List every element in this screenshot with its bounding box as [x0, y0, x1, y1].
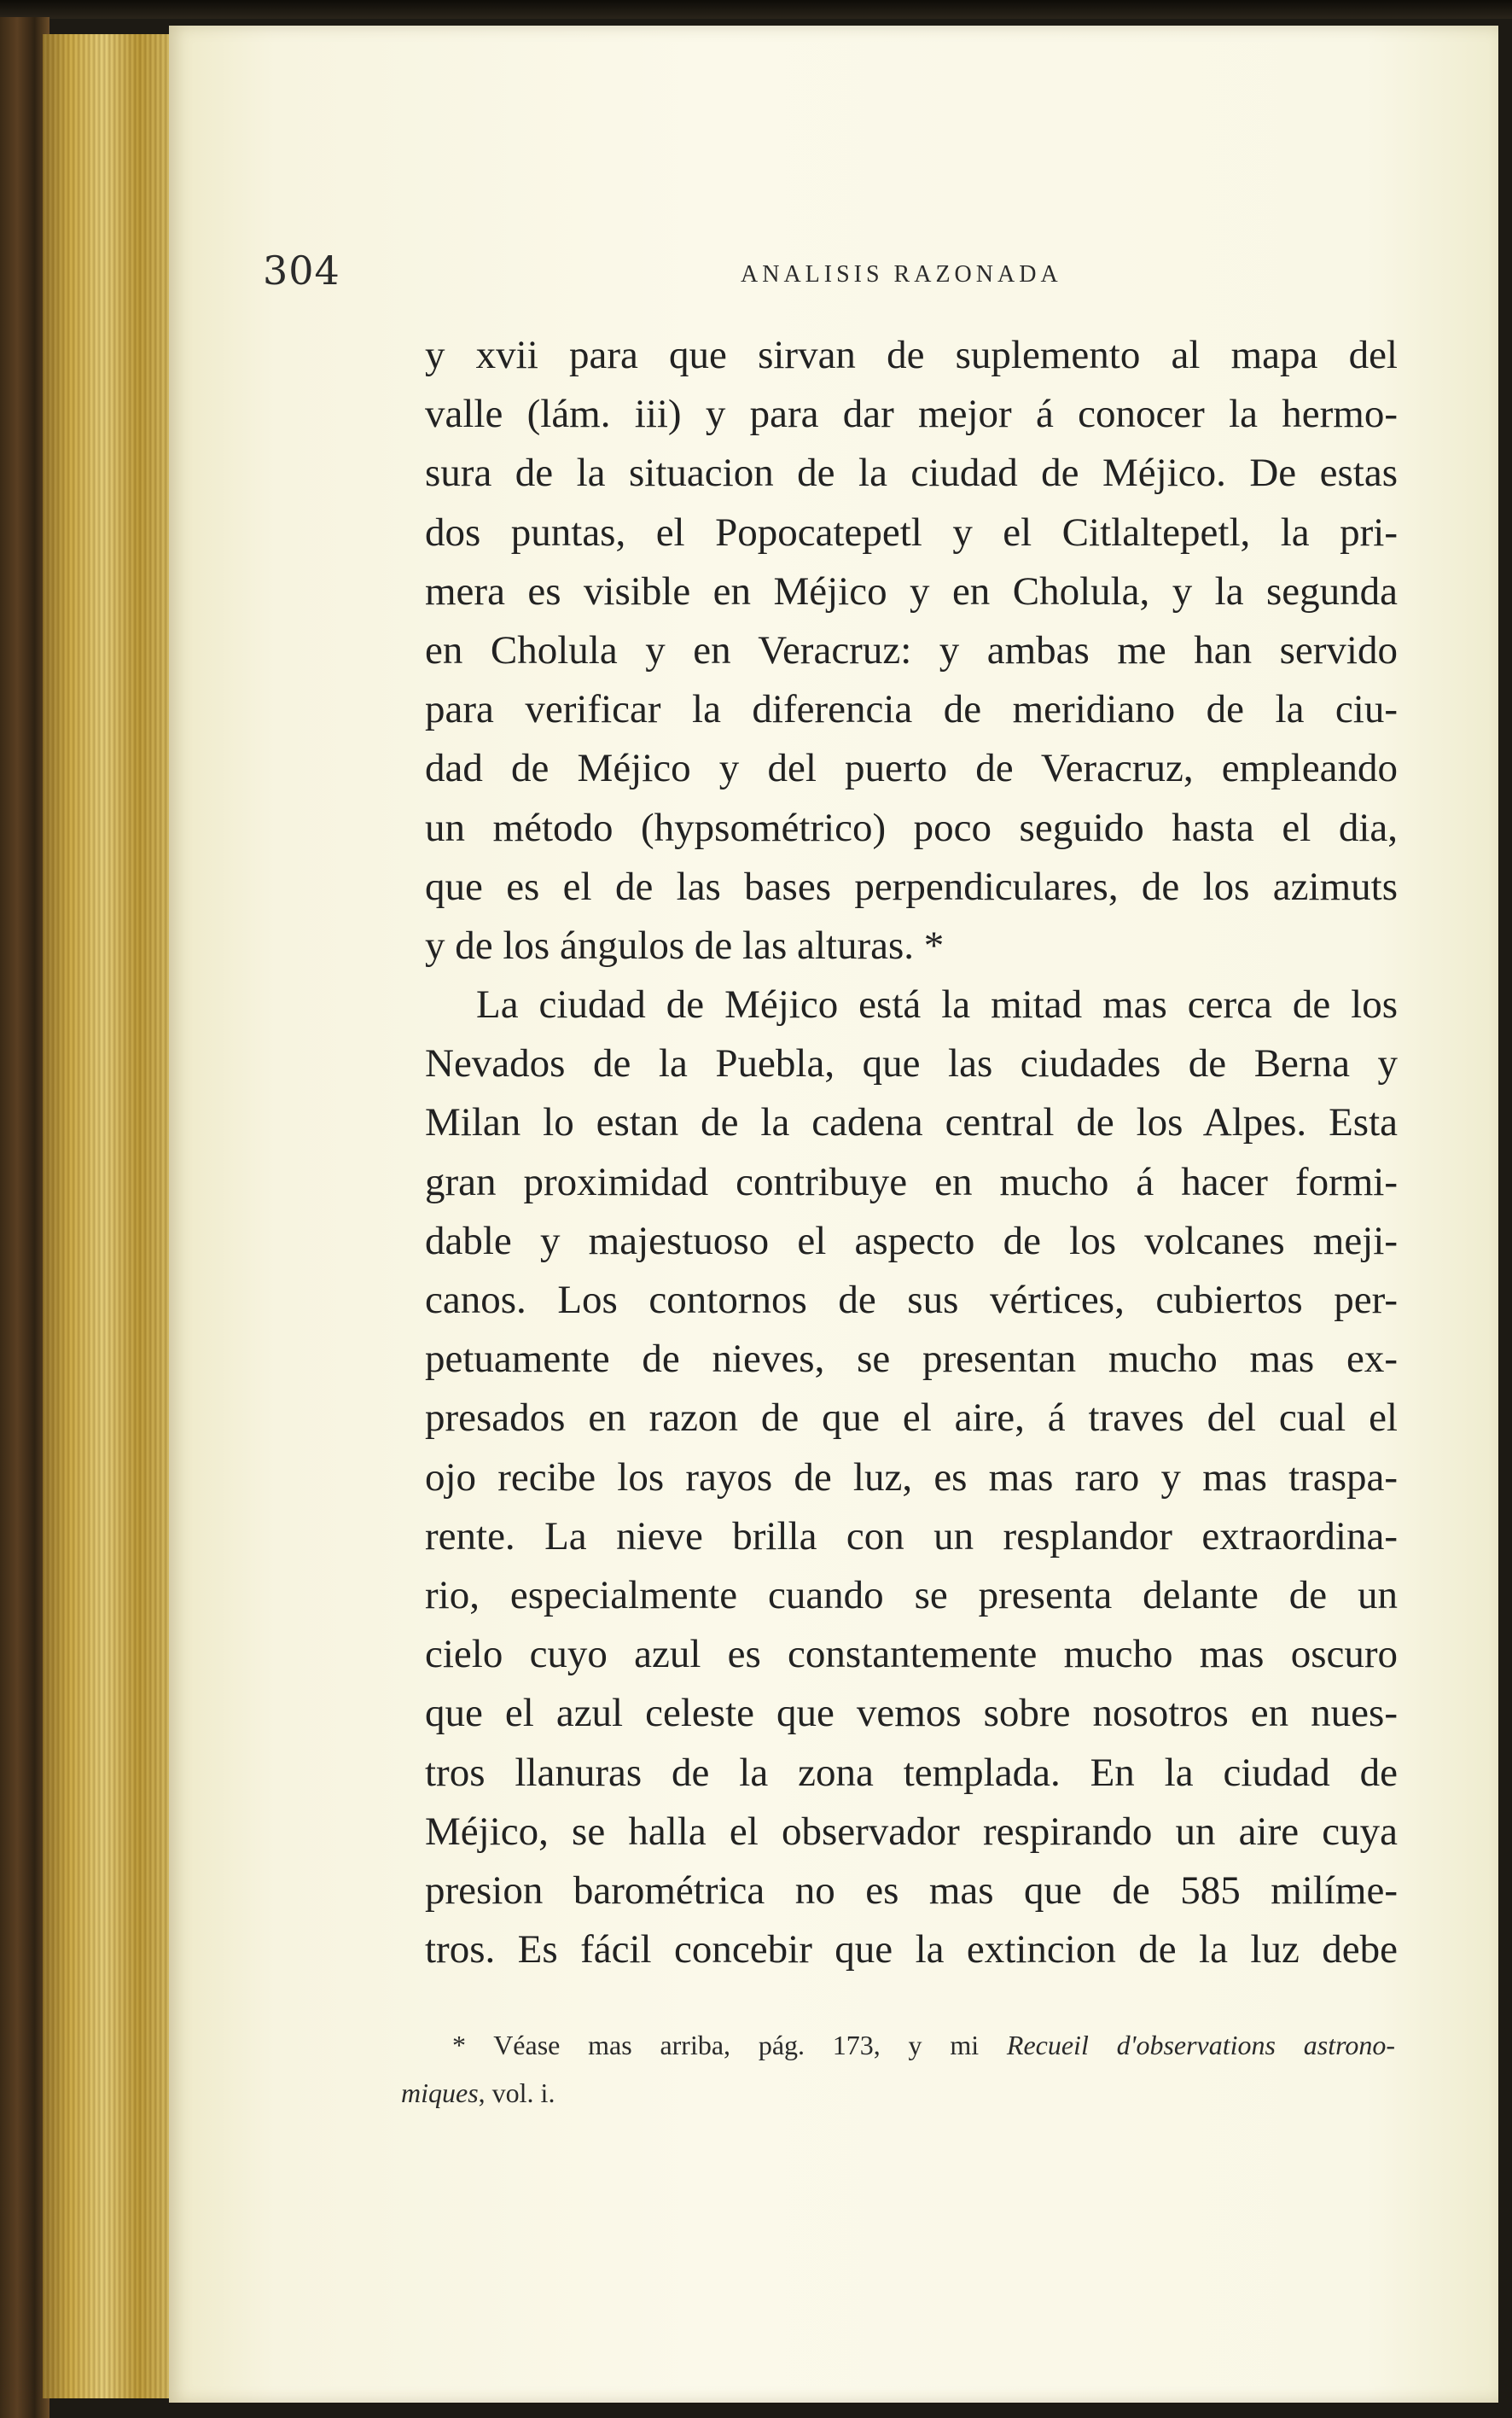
text-line: tros. Es fácil concebir que la extincion de la luz debe [425, 1927, 1398, 1972]
text-line: dos puntas, el Popocatepetl y el Citlaltepetl, la pri- [425, 510, 1398, 555]
text-line: presados en razon de que el aire, á traves del cual el [425, 1395, 1398, 1441]
running-head: ANALISIS RAZONADA [741, 261, 1062, 288]
footnote-title: Recueil d'observations astrono- [1006, 2030, 1396, 2060]
gilt-page-edges [43, 34, 179, 2398]
page-header [263, 248, 1312, 307]
text-line: rio, especialmente cuando se presenta delante de un [425, 1572, 1398, 1617]
footnote-line [401, 2069, 1395, 2117]
text-line: presion barométrica no es mas que de 585 milíme- [425, 1867, 1398, 1913]
text-line: sura de la situacion de la ciudad de Méjico. De estas [425, 451, 1398, 496]
text-line: Milan lo estan de la cadena central de los Alpes. Esta [425, 1100, 1398, 1145]
footnote-line [401, 2021, 1395, 2069]
text-line: y xvii para que sirvan de suplemento al mapa del [425, 333, 1398, 377]
text-line: gran proximidad contribuye en mucho á hacer formi- [425, 1159, 1398, 1204]
text-line: Nevados de la Puebla, que las ciudades de Berna y [425, 1041, 1398, 1087]
text-line: rente. La nieve brilla con un resplandor extraordina- [425, 1513, 1398, 1559]
text-line: para verificar la diferencia de meridiano de la ciu- [425, 687, 1398, 732]
footnote [401, 2021, 1395, 2117]
scan-top-border [0, 0, 1512, 19]
text-line: petuamente de nieves, se presentan mucho mas ex- [425, 1337, 1398, 1382]
paragraph-start-line: La ciudad de Méjico está la mitad mas cerca de los [476, 982, 1398, 1028]
text-line: en Cholula y en Veracruz: y ambas me han servido [425, 627, 1398, 673]
footnote-volume: , vol. i. [478, 2077, 555, 2108]
text-line: un método (hypsométrico) poco seguido hasta el dia, [425, 805, 1398, 850]
footnote-text: * Véase mas arriba, pág. 173, y mi [452, 2030, 980, 2060]
text-line: canos. Los contornos de sus vértices, cubiertos per- [425, 1278, 1398, 1322]
text-line: Méjico, se halla el observador respirando un aire cuya [425, 1809, 1398, 1854]
text-line: valle (lám. iii) y para dar mejor á conocer la hermo- [425, 392, 1398, 437]
text-line: que el azul celeste que vemos sobre nosotros en nues- [425, 1691, 1398, 1736]
page-number: 304 [263, 248, 340, 294]
text-line: que es el de las bases perpendiculares, de los azimuts [425, 864, 1398, 909]
text-line: mera es visible en Méjico y en Cholula, y la segunda [425, 568, 1398, 614]
text-line: dad de Méjico y del puerto de Veracruz, empleando [425, 746, 1398, 791]
footnote-title-cont: miques [401, 2077, 479, 2108]
text-line: y de los ángulos de las alturas. * [425, 923, 945, 968]
text-line: tros llanuras de la zona templada. En la ciudad de [425, 1750, 1398, 1795]
body-text [425, 326, 1398, 1979]
text-line: cielo cuyo azul es constantemente mucho mas oscuro [425, 1632, 1398, 1677]
text-line: ojo recibe los rayos de luz, es mas raro y mas traspa- [425, 1454, 1398, 1500]
text-line: dable y majestuoso el aspecto de los volcanes meji- [425, 1218, 1398, 1263]
